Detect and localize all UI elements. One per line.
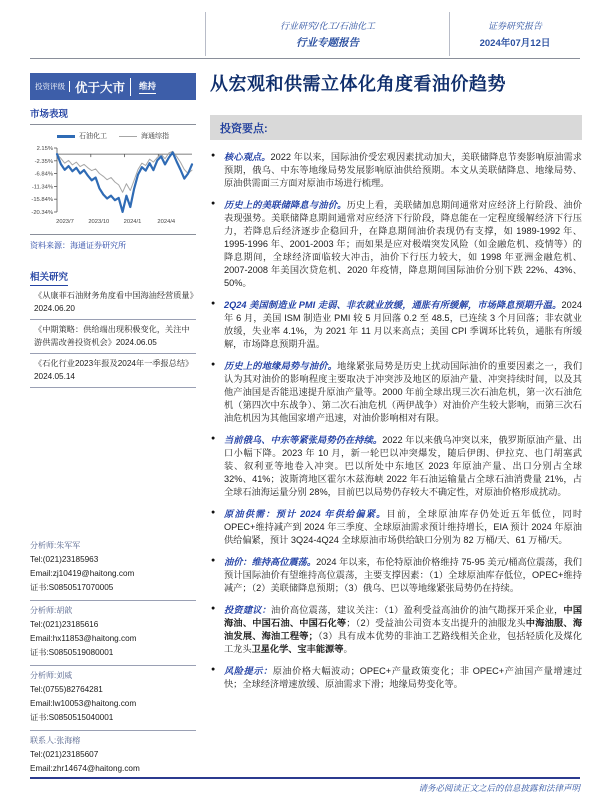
bullet-icon: ● bbox=[211, 435, 216, 442]
bullet-icon: ● bbox=[211, 605, 216, 612]
bullet-item bbox=[210, 434, 582, 499]
header-divider bbox=[30, 58, 580, 59]
analyst-block bbox=[30, 536, 196, 601]
header-center bbox=[205, 12, 450, 56]
analyst-cert: 证书:S0850517070005 bbox=[30, 583, 114, 592]
analyst-tel: Tel:(021)23185607 bbox=[30, 750, 99, 759]
svg-text:2024/1: 2024/1 bbox=[123, 219, 142, 225]
page-title: 从宏观和供需立体化角度看油价趋势 bbox=[210, 74, 506, 94]
bullet-icon: ● bbox=[211, 509, 216, 516]
bullet-item bbox=[210, 556, 582, 595]
analyst-email: Email:zhr14674@haitong.com bbox=[30, 764, 140, 773]
bullet-segment: 中海油服、海油发展、海油工程等； bbox=[224, 618, 583, 641]
bullet-lead: 原油供需：预计 2024 年供给偏紧。 bbox=[224, 509, 387, 519]
bullet-text bbox=[224, 556, 582, 595]
bullet-lead: 2Q24 美国制造业 PMI 走弱、非农就业放缓，通胀有所缓解，市场降息预期升温。 bbox=[224, 300, 562, 310]
key-points-title: 投资要点: bbox=[220, 122, 268, 135]
bullet-icon: ● bbox=[211, 200, 216, 207]
bullet-segment: 2022 年以来俄乌冲突以来，俄罗斯原油产量、出口小幅下降。2023 年 10 月，新一轮巴以冲突爆发，随后伊朗、伊拉克、也门胡塞武装、叙利亚等地卷入冲突。巴以所处中东地区 2023 年原油产量、出口分别占全球 32%、41%；波斯湾地区霍尔木兹海峡 2022 年石油运输量占全球石油消费量 21%，占全球石油海运量分别 28%，目前巴以局势仍存较大不确定性，对原油价格形成扰动。 bbox=[224, 435, 582, 497]
analyst-email: Email:lw10053@haitong.com bbox=[30, 699, 137, 708]
svg-text:2023/10: 2023/10 bbox=[88, 219, 110, 225]
bullet-lead: 核心观点。 bbox=[224, 152, 271, 162]
analyst-list bbox=[30, 536, 196, 781]
svg-text:-20.34%: -20.34% bbox=[31, 210, 53, 216]
footer-divider bbox=[30, 777, 580, 779]
bullet-segment: 2024 年 6 月，美国 ISM 制造业 PMI 较 5 月回落 0.2 至 48.5，已连续 3 个月回落；非农就业放缓，失业率 4.1%，为 2021 年 11 月以来高点；美国 CPI 季调环比转负，通胀有所缓解，市场降息预期升温。 bbox=[224, 300, 582, 349]
bullet-segment: 历史上看，美联储加息期间通常对应经济上行阶段、油价表现强势。美联储降息期间通常对应经济下行阶段，降息能在一定程度缓解经济下行压力，若降息后经济逐步企稳回升，在降息期间油价表现仍有支撑，如 1989-1992 年、1995-1996 年、2001-2003 年；而如果是应对极端突发风险（如金融危机、疫情等）的降息期间，全球经济面临较大冲击，油价下行压力较大，如 1998 年亚洲金融危机、2007-2008 年美国次贷危机、2020 年疫情，降息期间国际油价分别下跌 22%、43%、50%。 bbox=[224, 200, 583, 288]
bullet-text bbox=[224, 360, 582, 425]
bullet-text bbox=[224, 604, 582, 656]
bullet-item bbox=[210, 199, 582, 290]
research-item: 《石化行业2023年报及2024年一季报总结》2024.05.14 bbox=[30, 354, 196, 388]
chart-legend bbox=[30, 130, 196, 142]
header-logo-area bbox=[30, 12, 205, 56]
research-item: 《中期策略：供给端出现积极变化，关注中游供需改善投资机会》2024.06.05 bbox=[30, 320, 196, 354]
rating-box bbox=[30, 73, 196, 100]
bullet-list bbox=[210, 151, 582, 691]
research-item: 《从康菲石油财务角度看中国海油经营质量》2024.06.20 bbox=[30, 286, 196, 320]
sidebar bbox=[30, 106, 196, 781]
bullet-segment: 原油价格大幅波动；OPEC+产量政策变化；非 OPEC+产油国产量增速过快；全球经济增速放缓、原油需求下滑；地缘局势变化等。 bbox=[224, 666, 583, 689]
bullet-item bbox=[210, 151, 582, 190]
bullet-icon: ● bbox=[211, 361, 216, 368]
analyst-name: 分析师:胡歆 bbox=[30, 606, 73, 615]
rating-value: 优于大市 bbox=[70, 78, 131, 96]
sidebar-divider bbox=[30, 234, 196, 235]
chart-source: 资料来源：海通证券研究所 bbox=[30, 241, 126, 250]
bullet-segment: 2022 年以来，国际油价受宏观因素扰动加大，美联储降息节奏影响原油需求预期，俄乌、中东等地缘局势发展影响原油供给预期。本文从美联储降息、地缘局势、原油供需面三方面对原油市场进行梳理。 bbox=[224, 152, 582, 188]
legend-line-sample bbox=[57, 135, 75, 138]
bullet-segment: ；（2）受益油公司资本支出提升的油服龙头 bbox=[346, 618, 526, 628]
report-label: 证券研究报告 bbox=[487, 21, 542, 31]
rating-status: 维持 bbox=[139, 80, 156, 94]
main-content bbox=[210, 115, 582, 700]
market-chart-svg bbox=[30, 144, 196, 230]
analyst-block bbox=[30, 666, 196, 731]
bullet-segment: 。 bbox=[343, 644, 353, 654]
analyst-cert: 证书:S0850515040001 bbox=[30, 713, 114, 722]
bullet-lead: 当前俄乌、中东等紧张局势仍在持续。 bbox=[224, 435, 383, 445]
sidebar-divider bbox=[30, 124, 196, 125]
bullet-lead: 风险提示： bbox=[224, 666, 273, 676]
report-type: 行业专题报告 bbox=[296, 36, 359, 49]
svg-text:2.15%: 2.15% bbox=[36, 146, 53, 152]
bullet-text bbox=[224, 151, 582, 190]
bullet-text bbox=[224, 199, 582, 290]
analyst-block bbox=[30, 601, 196, 666]
bullet-lead: 投资建议： bbox=[224, 605, 272, 615]
bullet-icon: ● bbox=[211, 300, 216, 307]
bullet-segment: 中国海油、中国石油、中国石化等 bbox=[224, 605, 583, 628]
bullet-segment: 卫星化学、宝丰能源等 bbox=[251, 644, 344, 654]
analyst-name: 联系人:张海榕 bbox=[30, 736, 81, 745]
analyst-name: 分析师:刘威 bbox=[30, 671, 73, 680]
bullet-item bbox=[210, 604, 582, 656]
bullet-item bbox=[210, 508, 582, 547]
svg-text:-6.84%: -6.84% bbox=[34, 171, 53, 178]
svg-text:-2.35%: -2.35% bbox=[34, 158, 53, 165]
analyst-cert: 证书:S0850519080001 bbox=[30, 648, 114, 657]
bullet-lead: 历史上的美联储降息与油价。 bbox=[224, 200, 347, 210]
rating-label: 投资评级 bbox=[35, 81, 70, 92]
bullet-segment: （3）具有成本优势的非油工艺路线相关企业，包括轻质化及煤化工龙头 bbox=[224, 631, 582, 654]
svg-text:2024/4: 2024/4 bbox=[157, 219, 176, 225]
bullet-item bbox=[210, 299, 582, 351]
bullet-segment: 目前，全球原油库存仍处近五年低位，同时 OPEC+维持减产到 2024 年三季度、全球原油需求预计维持增长，EIA 预计 2024 年原油供给偏紧，预计 3Q24-4Q24 全球原油市场供给缺口分别为 82 万桶/天、61 万桶/天。 bbox=[224, 509, 583, 545]
svg-text:-11.34%: -11.34% bbox=[31, 184, 53, 191]
legend-label: 石油化工 bbox=[79, 133, 107, 140]
bullet-item bbox=[210, 360, 582, 425]
header-right bbox=[450, 12, 580, 56]
industry-breadcrumb: 行业研究/化工/石油化工 bbox=[279, 20, 375, 31]
bullet-segment: 地缘紧张局势是历史上扰动国际油价的重要因素之一，我们认为其对油价的影响程度主要取决于冲突涉及地区的原油产量、冲突持续时间，以及其他产油国是否能迅速提升原油产量等。2000 年前全球出现三次石油危机，第一次石油危机（第四次中东战争）、第二次石油危机（两伊战争）对油价产生较大影响，而第三次石油危机因为其他国家增产迅速，对油价影响相对有限。 bbox=[224, 361, 583, 423]
bullet-text bbox=[224, 299, 582, 351]
bullet-segment: 油价高位震荡，建议关注：（1）盈利受益高油价的油气勘探开采企业， bbox=[271, 605, 564, 615]
key-points-header bbox=[210, 115, 582, 140]
bullet-text bbox=[224, 508, 582, 547]
bullet-lead: 油价：维持高位震荡。 bbox=[224, 557, 317, 567]
analyst-email: Email:zj10419@haitong.com bbox=[30, 569, 135, 578]
footer-disclaimer: 请务必阅读正文之后的信息披露和法律声明 bbox=[418, 783, 580, 793]
analyst-tel: Tel:(021)23185616 bbox=[30, 620, 99, 629]
bullet-text bbox=[224, 665, 582, 691]
bullet-item bbox=[210, 665, 582, 691]
legend-item bbox=[57, 131, 107, 141]
legend-label: 海通综指 bbox=[141, 133, 169, 140]
related-research-section bbox=[30, 267, 196, 388]
bullet-lead: 历史上的地缘局势与油价。 bbox=[224, 361, 338, 371]
bullet-icon: ● bbox=[211, 666, 216, 673]
bullet-icon: ● bbox=[211, 557, 216, 564]
report-date: 2024年07月12日 bbox=[479, 38, 551, 49]
svg-text:2023/7: 2023/7 bbox=[56, 219, 74, 225]
analyst-tel: Tel:(0755)82764281 bbox=[30, 685, 103, 694]
legend-item bbox=[119, 131, 169, 141]
report-header bbox=[30, 12, 580, 56]
bullet-text bbox=[224, 434, 582, 499]
analyst-name: 分析师:朱军军 bbox=[30, 541, 81, 550]
bullet-segment: 2024 年以来，布伦特原油价格维持 75-95 美元/桶高位震荡，我们预计国际油价有望维持高位震荡，主要支撑因素：（1）全球原油库存低位，OPEC+维持减产；（2）美联储降息预期；（3）俄乌、巴以等地缘紧张局势仍在持续。 bbox=[224, 557, 582, 593]
analyst-block bbox=[30, 731, 196, 781]
bullet-icon: ● bbox=[211, 152, 216, 159]
related-research-list bbox=[30, 286, 196, 388]
analyst-tel: Tel:(021)23185963 bbox=[30, 555, 99, 564]
analyst-email: Email:hx11853@haitong.com bbox=[30, 634, 137, 643]
svg-text:-15.84%: -15.84% bbox=[31, 197, 53, 204]
market-performance-title: 市场表现 bbox=[30, 109, 69, 120]
legend-line-sample bbox=[119, 136, 137, 137]
related-research-title: 相关研究 bbox=[30, 269, 68, 286]
